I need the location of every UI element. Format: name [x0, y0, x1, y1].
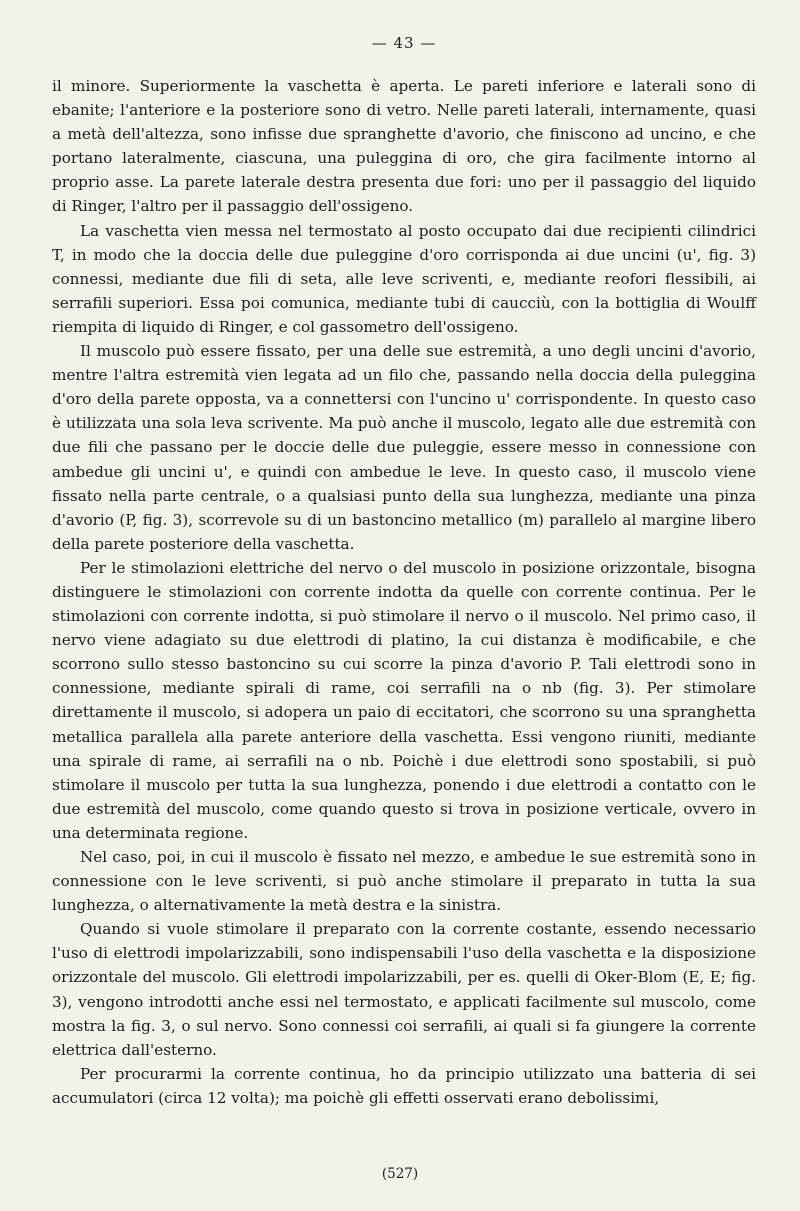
paragraph-4: Per le stimolazioni elettriche del nervo o del muscolo in posizione orizzontale, bisogna distinguere le stimolazioni con corrente indotta da quelle con corrente continua. Per le stimolazioni con corrente indotta, si può stimolare il nervo o il muscolo. Nel primo caso, il nervo viene adagiato su due elettrodi di platino, la cui distanza è modificabile, e che scorrono sullo stesso bastoncino su cui scorre la pinza d'avorio P. Tali elettrodi sono in connessione, mediante spirali di rame, coi serrafili na o nb (fig. 3). Per stimolare direttamente il muscolo, si adopera un paio di eccitatori, che scorrono su una spranghetta metallica parallela alla parete anteriore della vaschetta. Essi vengono riuniti, mediante una spirale di rame, ai serrafili na o nb. Poichè i due elettrodi sono spostabili, si può stimolare il muscolo per tutta la sua lunghezza, ponendo i due elettrodi a contatto con le due estremità del muscolo, come quando questo si trova in posizione verticale, ovvero in una determinata regione. [52, 558, 756, 842]
paragraph-3: Il muscolo può essere fissato, per una delle sue estremità, a uno degli uncini d'avorio, mentre l'altra estremità vien legata ad un filo che, passando nella doccia della puleggina d'oro della parete opposta, va a connettersi con l'uncino u' corrispondente. In questo caso è utilizzata una sola leva scrivente. Ma può anche il muscolo, legato alle due estremità con due fili che passano per le doccie delle due puleggie, essere messo in connessione con ambedue gli uncini u', e quindi con ambedue le leve. In questo caso, il muscolo viene fissato nella parte centrale, o a qualsiasi punto della sua lunghezza, mediante una pinza d'avorio (P, fig. 3), scorrevole su di un bastoncino metallico (m) parallelo al margine libero della parete posteriore della vaschetta. [52, 342, 756, 553]
paragraph-1: il minore. Superiormente la vaschetta è aperta. Le pareti inferiore e laterali sono di ebanite; l'anteriore e la posteriore sono di vetro. Nelle pareti laterali, internamente, quasi a metà dell'altezza, sono infisse due spranghette d'avorio, che finiscono ad uncino, e che portano lateralmente, ciascuna, una puleggina di oro, che gira facilmente intorno al proprio asse. La parete laterale destra presenta due fori: uno per il passaggio del liquido di Ringer, l'altro per il passaggio dell'ossigeno. [52, 77, 756, 216]
signature-number: (527) [381, 1166, 419, 1182]
body-text [52, 74, 756, 1110]
paragraph-2: La vaschetta vien messa nel termostato al posto occupato dai due recipienti cilindrici T, in modo che la doccia delle due puleggine d'oro corrisponda ai due uncini (u', fig. 3) connessi, mediante due fili di seta, alle leve scriventi, e, mediante reofori flessibili, ai serrafili superiori. Essa poi comunica, mediante tubi di caucciù, con la bottiglia di Woulff riempita di liquido di Ringer, e col gassometro dell'ossigeno. [52, 221, 756, 336]
page-number: — 43 — [371, 34, 437, 52]
paragraph-6: Quando si vuole stimolare il preparato con la corrente costante, essendo necessario l'uso di elettrodi impolarizzabili, sono indispensabili l'uso della vaschetta e la disposizione orizzontale del muscolo. Gli elettrodi impolarizzabili, per es. quelli di Oker-Blom (E, E; fig. 3), vengono introdotti anche essi nel termostato, e applicati facilmente sul muscolo, come mostra la fig. 3, o sul nervo. Sono connessi coi serrafili, ai quali si fa giungere la corrente elettrica dall'esterno. [52, 920, 756, 1059]
paragraph-7: Per procurarmi la corrente continua, ho da principio utilizzato una batteria di sei accumulatori (circa 12 volta); ma poichè gli effetti osservati erano debolissimi, [52, 1064, 756, 1107]
paragraph-5: Nel caso, poi, in cui il muscolo è fissato nel mezzo, e ambedue le sue estremità sono in connessione con le leve scriventi, si può anche stimolare il preparato in tutta la sua lunghezza, o alternativamente la metà destra e la sinistra. [52, 848, 756, 915]
